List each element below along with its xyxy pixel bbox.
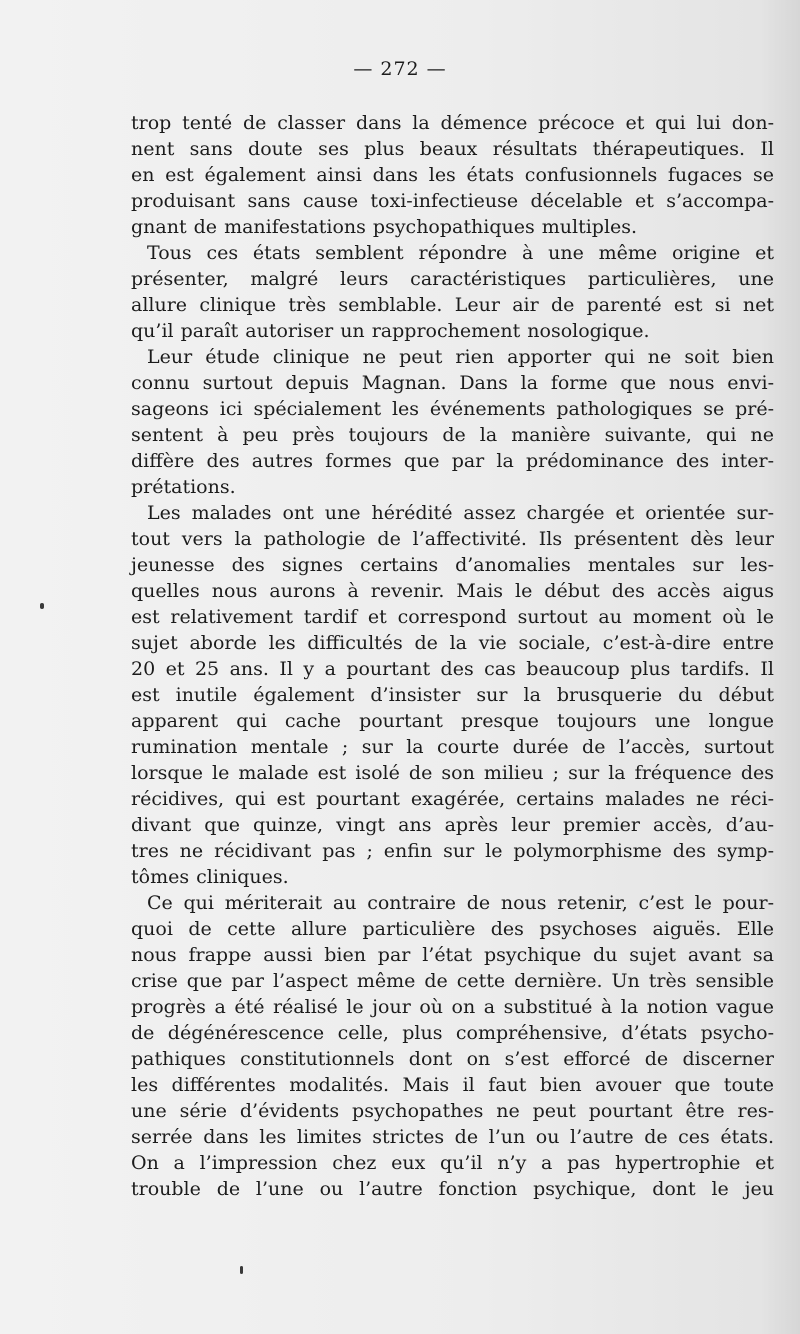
text-line: quoi de cette allure particulière des psychoses aiguës. Elle [131,918,774,940]
text-line: sujet aborde les difficultés de la vie sociale, c’est-à-dire entre [131,632,774,654]
text-line: en est également ainsi dans les états confusionnels fugaces se [131,164,774,186]
text-line: Leur étude clinique ne peut rien apporter qui ne soit bien [147,346,774,368]
text-line: tômes cliniques. [131,866,289,888]
text-line: est inutile également d’insister sur la brusquerie du début [131,684,774,706]
text-line: sageons ici spécialement les événements pathologiques se pré- [131,398,774,420]
text-line: On a l’impression chez eux qu’il n’y a pas hypertrophie et [131,1152,774,1174]
text-line: Tous ces états semblent répondre à une même origine et [147,242,774,264]
text-line: de dégénérescence celle, plus compréhensive, d’états psycho- [131,1022,774,1044]
text-line: connu surtout depuis Magnan. Dans la forme que nous envi- [131,372,774,394]
text-line: tout vers la pathologie de l’affectivité. Ils présentent dès leur [131,528,774,550]
text-line: 20 et 25 ans. Il y a pourtant des cas beaucoup plus tardifs. Il [131,658,774,680]
text-line: allure clinique très semblable. Leur air de parenté est si net [131,294,774,316]
text-line: trouble de l’une ou l’autre fonction psychique, dont le jeu [131,1178,774,1200]
text-line: prétations. [131,476,236,498]
text-line: quelles nous aurons à revenir. Mais le début des accès aigus [131,580,774,602]
text-line: nent sans doute ses plus beaux résultats thérapeutiques. Il [131,138,774,160]
print-speck [240,1266,243,1274]
text-line: une série d’évidents psychopathes ne peut pourtant être res- [131,1100,774,1122]
text-line: apparent qui cache pourtant presque toujours une longue [131,710,774,732]
text-line: serrée dans les limites strictes de l’un ou l’autre de ces états. [131,1126,774,1148]
text-line: nous frappe aussi bien par l’état psychique du sujet avant sa [131,944,774,966]
text-line: progrès a été réalisé le jour où on a substitué à la notion vague [131,996,774,1018]
text-line: présenter, malgré leurs caractéristiques particulières, une [131,268,774,290]
text-line: qu’il paraît autoriser un rapprochement nosologique. [131,320,650,342]
text-line: pathiques constitutionnels dont on s’est efforcé de discerner [131,1048,774,1070]
text-line: tres ne récidivant pas ; enfin sur le polymorphisme des symp- [131,840,774,862]
text-line: rumination mentale ; sur la courte durée de l’accès, surtout [131,736,774,758]
text-line: crise que par l’aspect même de cette dernière. Un très sensible [131,970,774,992]
text-line: Ce qui mériterait au contraire de nous retenir, c’est le pour- [147,892,774,914]
text-line: Les malades ont une hérédité assez chargée et orientée sur- [147,502,774,524]
text-line: gnant de manifestations psychopathiques multiples. [131,216,638,238]
text-line: jeunesse des signes certains d’anomalies mentales sur les- [131,554,774,576]
text-line: produisant sans cause toxi-infectieuse décelable et s’accompa- [131,190,774,212]
text-line: récidives, qui est pourtant exagérée, certains malades ne réci- [131,788,774,810]
text-line: divant que quinze, vingt ans après leur premier accès, d’au- [131,814,774,836]
body-text [131,110,774,1202]
text-line: lorsque le malade est isolé de son milieu ; sur la fréquence des [131,762,774,784]
page-number: — 272 — [353,58,447,80]
text-line: est relativement tardif et correspond surtout au moment où le [131,606,774,628]
text-line: les différentes modalités. Mais il faut bien avouer que toute [131,1074,774,1096]
text-line: trop tenté de classer dans la démence précoce et qui lui don- [131,112,774,134]
text-line: sentent à peu près toujours de la manière suivante, qui ne [131,424,774,446]
text-line: diffère des autres formes que par la prédominance des inter- [131,450,774,472]
print-speck [40,603,44,609]
